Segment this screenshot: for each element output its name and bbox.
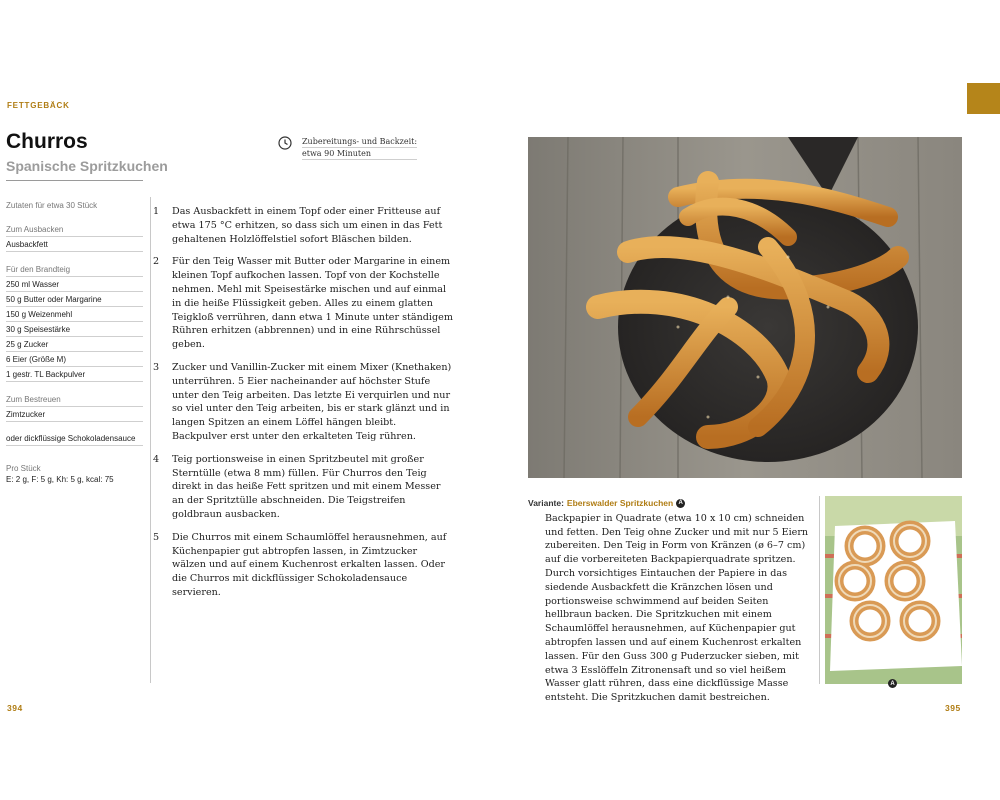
chapter-tab-marker xyxy=(967,83,1000,114)
instruction-steps xyxy=(153,205,453,609)
ingredient-intro: Zutaten für etwa 30 Stück xyxy=(6,201,98,210)
ingredient-item: 250 ml Wasser xyxy=(6,277,143,292)
ingredient-item: oder dickflüssige Schokoladensauce xyxy=(6,431,143,446)
ingredient-group-heading: Zum Ausbacken xyxy=(6,225,143,237)
step-text: Zucker und Vanillin-Zucker mit einem Mixer (Knethaken) unterrühren. 5 Eier nacheinander auf höchster Stufe unter den Teig arbeiten. Das letzte Ei verquirlen und nur so viel unter den Teig arbeiten, bis er stark glänzt und in langen Spitzen an einem Löffel hängen bleibt. Backpulver erst unter den erkalteten Teig rühren. xyxy=(172,361,452,442)
step-number: 3 xyxy=(153,361,160,373)
variant-label: Variante: xyxy=(528,498,564,508)
nutrition-values: E: 2 g, F: 5 g, Kh: 5 g, kcal: 75 xyxy=(6,475,114,484)
ingredient-item: 50 g Butter oder Margarine xyxy=(6,292,143,307)
section-label: FETTGEBÄCK xyxy=(7,101,70,110)
variant-block xyxy=(528,497,814,705)
column-divider xyxy=(150,197,151,683)
column-divider xyxy=(819,496,820,684)
variant-text: Backpapier in Quadrate (etwa 10 x 10 cm) schneiden und fetten. Den Teig ohne Zucker und mit nur 5 Eiern zubereiten. Den Teig in Form von Kränzen (ø 6–7 cm) auf die vorbereiteten Backpapierquadrate spritzen. Durch vorsichtiges Eintauchen der Papiere in das siedende Ausbackfett die Kränzchen lösen und portionsweise schwimmend auf beiden Seiten hellbraun backen. Die Spritzkuchen mit einem Schaumlöffel herausnehmen, auf Küchenpapier gut abtropfen lassen und auf einem Kuchenrost erkalten lassen. Für den Guss 300 g Puderzucker sieben, mit etwa 3 Esslöffeln Zitronensaft und so viel heißem Wasser glatt rühren, dass eine dickflüssige Masse entsteht. Die Spritzkuchen damit bestreichen. xyxy=(545,512,809,704)
photo-badge: A xyxy=(888,679,897,688)
step-text: Teig portionsweise in einen Spritzbeutel mit großer Sterntülle (etwa 8 mm) füllen. Für Churros den Teig direkt in das heiße Fett spritzen und mit einem Messer an der Spritztülle abschneiden. Die Teigstreifen goldbraun ausbacken. xyxy=(172,453,441,520)
step-text: Die Churros mit einem Schaumlöffel herausnehmen, auf Küchenpapier gut abtropfen lassen, in Zimtzucker wälzen und auf einem Kuchenrost erkalten lassen. Oder die Churros mit dickflüssiger Schokoladensauce servieren. xyxy=(172,531,447,598)
page-number-right: 395 xyxy=(945,703,961,713)
recipe-title: Churros xyxy=(6,130,88,153)
ingredient-list xyxy=(6,180,143,484)
ingredient-item: 150 g Weizenmehl xyxy=(6,307,143,322)
churros-photo xyxy=(528,137,962,478)
step xyxy=(153,531,453,600)
ingredient-item: Zimtzucker xyxy=(6,407,143,422)
nutrition-heading: Pro Stück xyxy=(6,464,41,473)
step xyxy=(153,205,453,246)
ingredient-item: 1 gestr. TL Backpulver xyxy=(6,367,143,382)
step-text: Das Ausbackfett in einem Topf oder einer Fritteuse auf etwa 175 °C erhitzen, so dass sich um einen in das Fett gehaltenen Holzlöffelstiel sofort Bläschen bilden. xyxy=(172,206,443,245)
step xyxy=(153,361,453,444)
ingredient-group-heading: Zum Bestreuen xyxy=(6,395,143,407)
prep-time-label: Zubereitungs- und Backzeit: xyxy=(302,137,418,146)
prep-time xyxy=(278,136,417,160)
step xyxy=(153,255,453,352)
recipe-subtitle: Spanische Spritzkuchen xyxy=(6,158,168,174)
page-number-left: 394 xyxy=(7,703,23,713)
step-text: Für den Teig Wasser mit Butter oder Margarine in einem kleinen Topf aufkochen lassen. Topf von der Kochstelle nehmen. Mehl mit Speisestärke mischen und auf einmal in die heiße Flüssigkeit geben. Alles zu einem glatten Teigkloß verrühren, dann etwa 1 Minute unter ständigem Rühren erhitzen (abbrennen) und in eine Rührschüssel geben. xyxy=(172,256,453,351)
ingredient-item: 30 g Speisestärke xyxy=(6,322,143,337)
variant-name: Eberswalder Spritzkuchen xyxy=(566,498,674,508)
step-number: 5 xyxy=(153,531,160,543)
variant-badge: A xyxy=(676,499,685,508)
ingredient-item: 25 g Zucker xyxy=(6,337,143,352)
ingredient-item: 6 Eier (Größe M) xyxy=(6,352,143,367)
step-number: 1 xyxy=(153,206,160,217)
spritzkuchen-photo xyxy=(825,496,962,684)
ingredient-group-heading: Für den Brandteig xyxy=(6,265,143,277)
step-number: 4 xyxy=(153,453,160,465)
ingredient-item: Ausbackfett xyxy=(6,237,143,252)
prep-time-value: etwa 90 Minuten xyxy=(302,148,417,160)
step-number: 2 xyxy=(153,256,160,268)
step xyxy=(153,453,453,522)
clock-icon xyxy=(278,136,292,150)
